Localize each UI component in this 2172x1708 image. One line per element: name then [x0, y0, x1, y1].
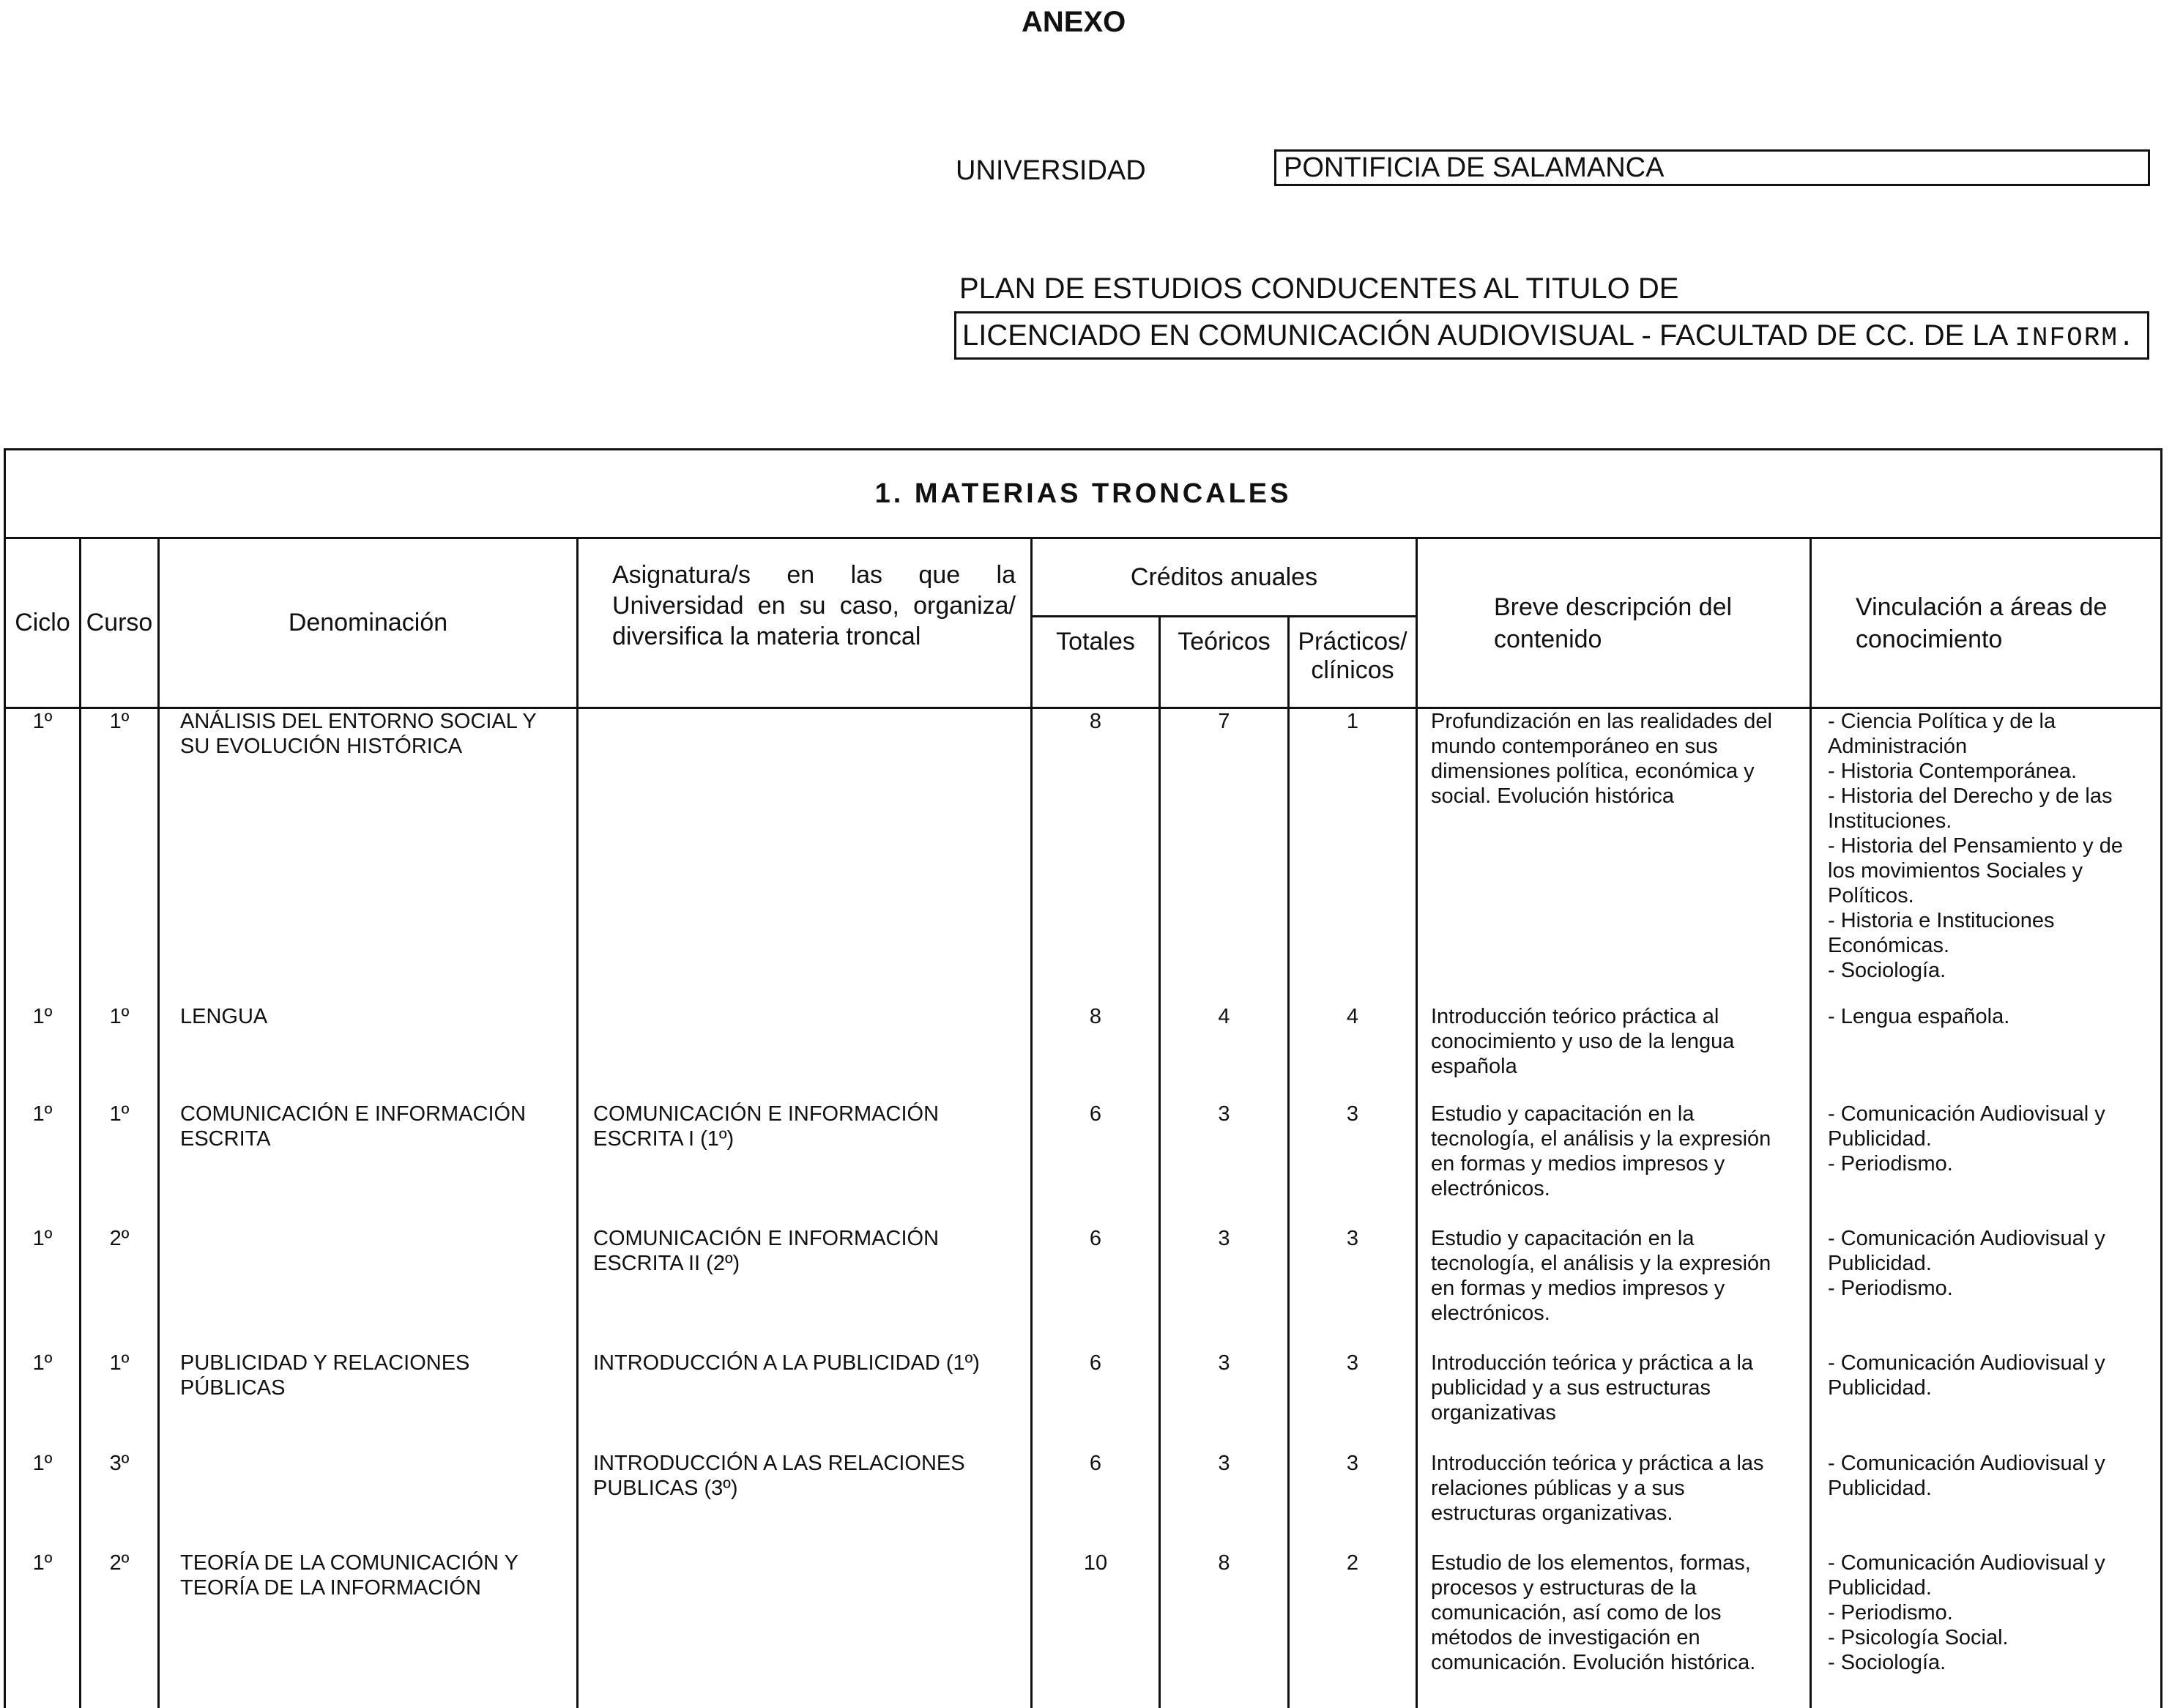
cell-denominacion-line: PUBLICIDAD Y RELACIONES: [180, 1351, 569, 1375]
cell-denominacion-line: TEORÍA DE LA COMUNICACIÓN Y: [180, 1551, 569, 1575]
cell-ciclo: 1º: [5, 1451, 81, 1551]
cell-descripcion-line: Introducción teórica y práctica a las: [1431, 1451, 1802, 1476]
titulo-field: [954, 311, 2149, 360]
cell-curso: 1º: [81, 1102, 159, 1226]
cell-vinculacion: [1811, 1451, 2162, 1551]
cell-vinculacion-line: - Comunicación Audiovisual y: [1828, 1451, 2153, 1476]
cell-teoricos: 3: [1160, 1351, 1289, 1451]
cell-ciclo: 1º: [5, 1004, 81, 1102]
cell-ciclo: 1º: [5, 1102, 81, 1226]
materias-troncales-table: [4, 448, 2162, 1708]
cell-descripcion-line: electrónicos.: [1431, 1176, 1802, 1201]
cell-ciclo: 1º: [5, 1226, 81, 1351]
cell-asignatura: [578, 1351, 1032, 1451]
cell-vinculacion-line: - Periodismo.: [1828, 1276, 2153, 1301]
cell-descripcion-line: organizativas: [1431, 1400, 1802, 1425]
header-teoricos: Teóricos: [1160, 617, 1289, 708]
cell-totales: 6: [1032, 1102, 1160, 1226]
cell-denominacion-line: ESCRITA: [180, 1126, 569, 1151]
cell-vinculacion-line: Publicidad.: [1828, 1126, 2153, 1151]
cell-descripcion-line: en formas y medios impresos y: [1431, 1276, 1802, 1301]
cell-totales: 6: [1032, 1451, 1160, 1551]
header-denominacion: Denominación: [159, 538, 578, 708]
cell-teoricos: 3: [1160, 1451, 1289, 1551]
cell-totales: 8: [1032, 708, 1160, 1005]
cell-vinculacion: [1811, 1004, 2162, 1102]
cell-denominacion-line: COMUNICACIÓN E INFORMACIÓN: [180, 1102, 569, 1126]
header-curso: Curso: [81, 538, 159, 708]
cell-practicos: 3: [1289, 1351, 1417, 1451]
cell-vinculacion-line: Políticos.: [1828, 883, 2153, 908]
cell-descripcion-line: comunicación, así como de los: [1431, 1600, 1802, 1625]
cell-asignatura: [578, 708, 1032, 1005]
cell-descripcion: [1417, 1226, 1811, 1351]
cell-descripcion-line: Profundización en las realidades del: [1431, 709, 1802, 734]
cell-descripcion-line: métodos de investigación en: [1431, 1625, 1802, 1650]
cell-vinculacion-line: Publicidad.: [1828, 1375, 2153, 1400]
titulo-typed-value: INFORM.: [2015, 323, 2135, 353]
cell-practicos: 2: [1289, 1551, 1417, 1708]
table-row: [5, 1004, 2162, 1102]
cell-descripcion: [1417, 1351, 1811, 1451]
table-row: [5, 1102, 2162, 1226]
cell-asignatura-line: ESCRITA I (1º): [593, 1126, 1030, 1151]
cell-asignatura: [578, 1004, 1032, 1102]
header-asignatura: Asignatura/s en las que la Universidad en su caso, organiza/ diversifica la materia troncal: [578, 538, 1032, 708]
universidad-field: [1274, 149, 2150, 186]
cell-denominacion-line: PÚBLICAS: [180, 1375, 569, 1400]
cell-descripcion-line: en formas y medios impresos y: [1431, 1151, 1802, 1176]
cell-descripcion-line: mundo contemporáneo en sus: [1431, 734, 1802, 759]
cell-denominacion: [159, 1102, 578, 1226]
cell-descripcion-line: española: [1431, 1054, 1802, 1079]
cell-curso: 2º: [81, 1551, 159, 1708]
cell-asignatura: [578, 1451, 1032, 1551]
cell-vinculacion-line: Instituciones.: [1828, 809, 2153, 833]
table-row: [5, 1351, 2162, 1451]
cell-vinculacion: [1811, 1102, 2162, 1226]
cell-descripcion-line: tecnología, el análisis y la expresión: [1431, 1251, 1802, 1276]
cell-descripcion-line: dimensiones política, económica y: [1431, 759, 1802, 784]
header-breve-descripcion: Breve descripción del contenido: [1417, 538, 1811, 708]
header-creditos: Créditos anuales: [1032, 538, 1417, 617]
cell-vinculacion-line: - Lengua española.: [1828, 1004, 2153, 1029]
cell-vinculacion-line: Económicas.: [1828, 933, 2153, 958]
cell-descripcion: [1417, 1102, 1811, 1226]
table-row: [5, 1551, 2162, 1708]
cell-descripcion-line: electrónicos.: [1431, 1301, 1802, 1326]
cell-descripcion: [1417, 1004, 1811, 1102]
cell-descripcion-line: Introducción teórica y práctica a la: [1431, 1351, 1802, 1375]
cell-denominacion-line: TEORÍA DE LA INFORMACIÓN: [180, 1575, 569, 1600]
cell-denominacion: [159, 1351, 578, 1451]
cell-vinculacion-line: - Historia del Pensamiento y de: [1828, 833, 2153, 858]
cell-vinculacion: [1811, 1226, 2162, 1351]
cell-descripcion-line: publicidad y a sus estructuras: [1431, 1375, 1802, 1400]
cell-curso: 2º: [81, 1226, 159, 1351]
plan-label: PLAN DE ESTUDIOS CONDUCENTES AL TITULO DE: [959, 272, 1678, 305]
cell-curso: 1º: [81, 708, 159, 1005]
cell-vinculacion-line: - Comunicación Audiovisual y: [1828, 1351, 2153, 1375]
cell-totales: 10: [1032, 1551, 1160, 1708]
cell-practicos: 4: [1289, 1004, 1417, 1102]
cell-asignatura-line: ESCRITA II (2º): [593, 1251, 1030, 1276]
cell-curso: 1º: [81, 1004, 159, 1102]
document-heading: ANEXO: [1022, 6, 1126, 39]
cell-asignatura-line: PUBLICAS (3º): [593, 1476, 1030, 1501]
cell-practicos: 3: [1289, 1451, 1417, 1551]
cell-vinculacion-line: Administración: [1828, 734, 2153, 759]
cell-descripcion-line: relaciones públicas y a sus: [1431, 1476, 1802, 1501]
header-totales: Totales: [1032, 617, 1160, 708]
cell-teoricos: 4: [1160, 1004, 1289, 1102]
cell-teoricos: 8: [1160, 1551, 1289, 1708]
cell-vinculacion-line: los movimientos Sociales y: [1828, 858, 2153, 883]
cell-vinculacion-line: Publicidad.: [1828, 1251, 2153, 1276]
cell-ciclo: 1º: [5, 1351, 81, 1451]
cell-vinculacion-line: - Periodismo.: [1828, 1600, 2153, 1625]
cell-vinculacion-line: - Periodismo.: [1828, 1151, 2153, 1176]
cell-denominacion-line: ANÁLISIS DEL ENTORNO SOCIAL Y: [180, 709, 569, 734]
cell-asignatura: [578, 1102, 1032, 1226]
cell-vinculacion-line: - Historia del Derecho y de las: [1828, 784, 2153, 809]
cell-descripcion-line: estructuras organizativas.: [1431, 1501, 1802, 1526]
cell-denominacion-line: LENGUA: [180, 1004, 569, 1029]
cell-asignatura: [578, 1226, 1032, 1351]
cell-vinculacion-line: - Sociología.: [1828, 958, 2153, 983]
cell-practicos: 1: [1289, 708, 1417, 1005]
cell-descripcion-line: tecnología, el análisis y la expresión: [1431, 1126, 1802, 1151]
cell-vinculacion-line: - Psicología Social.: [1828, 1625, 2153, 1650]
cell-vinculacion-line: - Historia e Instituciones: [1828, 908, 2153, 933]
cell-descripcion: [1417, 708, 1811, 1005]
cell-vinculacion: [1811, 708, 2162, 1005]
cell-denominacion: [159, 1551, 578, 1708]
table-row: [5, 1226, 2162, 1351]
cell-asignatura: [578, 1551, 1032, 1708]
cell-descripcion-line: Estudio y capacitación en la: [1431, 1102, 1802, 1126]
header-ciclo: Ciclo: [5, 538, 81, 708]
header-practicos: Prácticos/ clínicos: [1289, 617, 1417, 708]
table-row: [5, 1451, 2162, 1551]
cell-vinculacion-line: - Ciencia Política y de la: [1828, 709, 2153, 734]
cell-practicos: 3: [1289, 1102, 1417, 1226]
cell-vinculacion-line: Publicidad.: [1828, 1575, 2153, 1600]
cell-descripcion: [1417, 1451, 1811, 1551]
cell-practicos: 3: [1289, 1226, 1417, 1351]
cell-denominacion: [159, 708, 578, 1005]
cell-descripcion-line: conocimiento y uso de la lengua: [1431, 1029, 1802, 1054]
table-body: [5, 708, 2162, 1708]
cell-ciclo: 1º: [5, 708, 81, 1005]
cell-descripcion-line: Estudio de los elementos, formas,: [1431, 1551, 1802, 1575]
cell-totales: 6: [1032, 1226, 1160, 1351]
table-row: [5, 708, 2162, 1005]
cell-vinculacion-line: - Sociología.: [1828, 1650, 2153, 1675]
cell-curso: 3º: [81, 1451, 159, 1551]
cell-descripcion: [1417, 1551, 1811, 1708]
cell-descripcion-line: comunicación. Evolución histórica.: [1431, 1650, 1802, 1675]
cell-vinculacion-line: - Comunicación Audiovisual y: [1828, 1551, 2153, 1575]
cell-vinculacion: [1811, 1351, 2162, 1451]
section-title: 1. MATERIAS TRONCALES: [5, 450, 2162, 538]
cell-teoricos: 7: [1160, 708, 1289, 1005]
cell-asignatura-line: INTRODUCCIÓN A LAS RELACIONES: [593, 1451, 1030, 1476]
cell-descripcion-line: Introducción teórico práctica al: [1431, 1004, 1802, 1029]
cell-denominacion: [159, 1004, 578, 1102]
cell-curso: 1º: [81, 1351, 159, 1451]
universidad-value: PONTIFICIA DE SALAMANCA: [1284, 152, 1664, 183]
cell-ciclo: 1º: [5, 1551, 81, 1708]
titulo-value: LICENCIADO EN COMUNICACIÓN AUDIOVISUAL - FACULTAD DE CC. DE LA: [962, 319, 2007, 352]
cell-descripcion-line: procesos y estructuras de la: [1431, 1575, 1802, 1600]
universidad-label: UNIVERSIDAD: [956, 155, 1146, 187]
cell-teoricos: 3: [1160, 1102, 1289, 1226]
header-vinculacion: Vinculación a áreas de conocimiento: [1811, 538, 2162, 708]
cell-asignatura-line: COMUNICACIÓN E INFORMACIÓN: [593, 1102, 1030, 1126]
cell-descripcion-line: social. Evolución histórica: [1431, 784, 1802, 809]
cell-denominacion-line: SU EVOLUCIÓN HISTÓRICA: [180, 734, 569, 759]
cell-vinculacion-line: Publicidad.: [1828, 1476, 2153, 1501]
cell-asignatura-line: INTRODUCCIÓN A LA PUBLICIDAD (1º): [593, 1351, 1030, 1375]
cell-vinculacion-line: - Comunicación Audiovisual y: [1828, 1226, 2153, 1251]
cell-teoricos: 3: [1160, 1226, 1289, 1351]
cell-totales: 8: [1032, 1004, 1160, 1102]
cell-denominacion: [159, 1451, 578, 1551]
cell-vinculacion-line: - Historia Contemporánea.: [1828, 759, 2153, 784]
cell-asignatura-line: COMUNICACIÓN E INFORMACIÓN: [593, 1226, 1030, 1251]
cell-descripcion-line: Estudio y capacitación en la: [1431, 1226, 1802, 1251]
cell-denominacion: [159, 1226, 578, 1351]
cell-vinculacion-line: - Comunicación Audiovisual y: [1828, 1102, 2153, 1126]
cell-vinculacion: [1811, 1551, 2162, 1708]
cell-totales: 6: [1032, 1351, 1160, 1451]
